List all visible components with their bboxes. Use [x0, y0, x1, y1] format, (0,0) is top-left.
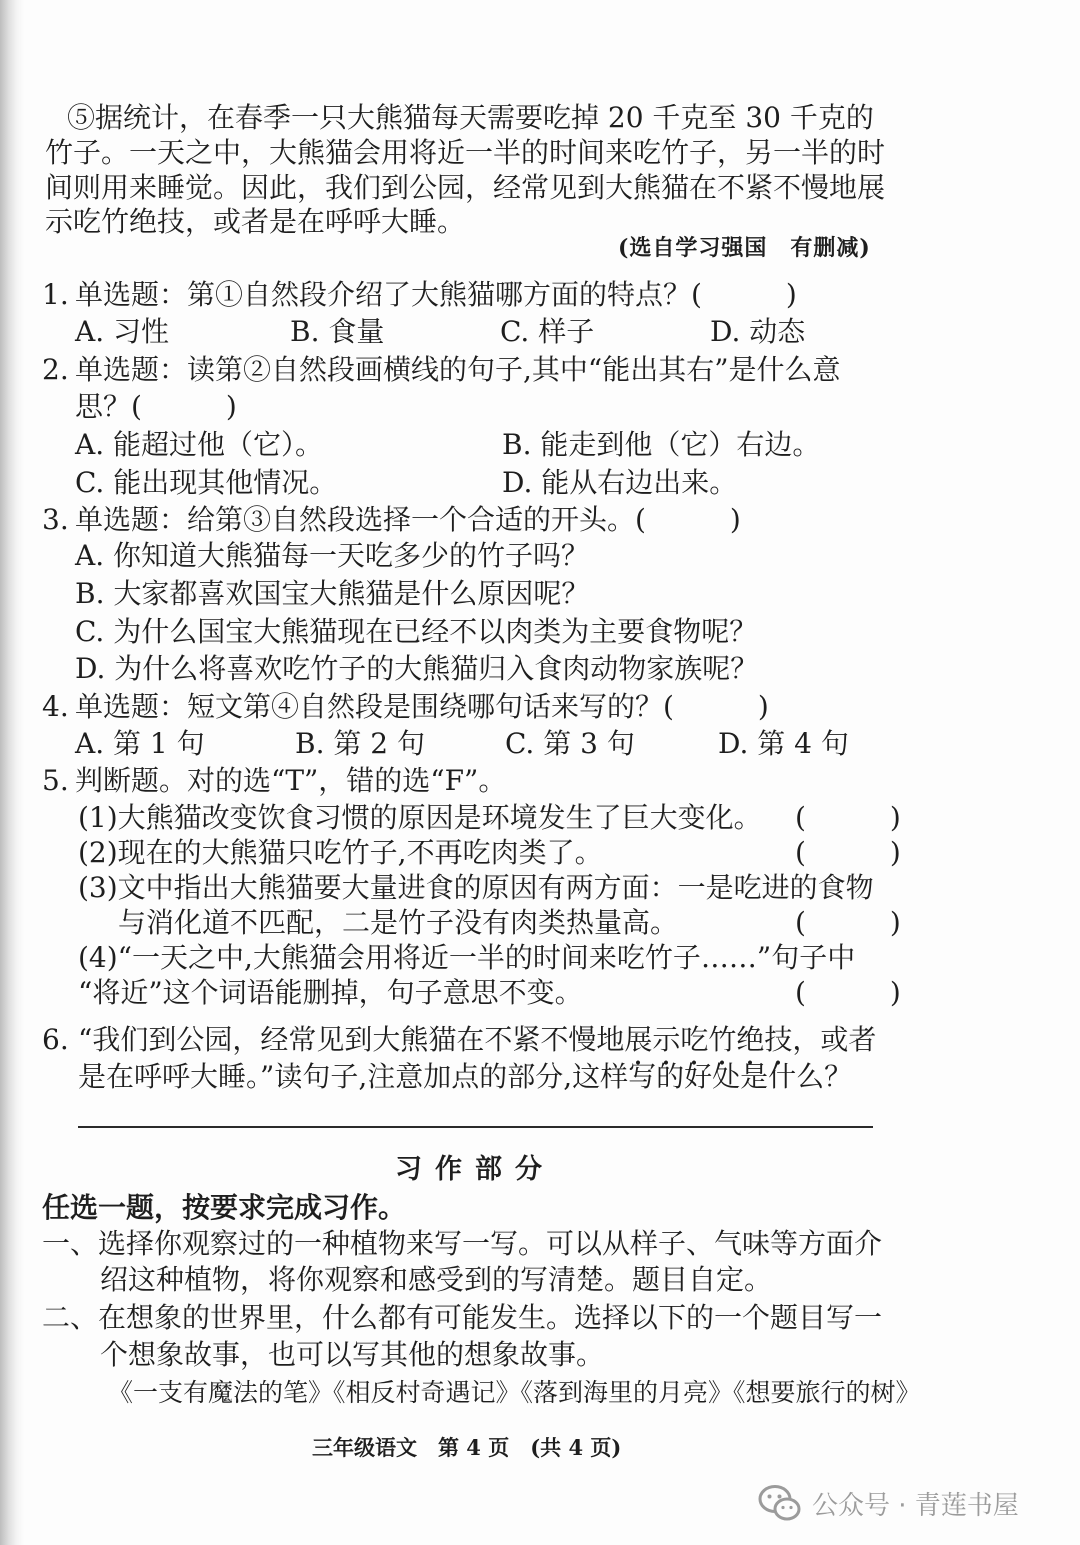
wechat-icon	[758, 1484, 802, 1522]
question-number: 1.	[42, 278, 69, 311]
option-c: C. 样子	[500, 315, 595, 348]
question-stem: 判断题。对的选“T”，错的选“F”。	[75, 764, 507, 797]
story-title-list: 《一支有魔法的笔》《相反村奇遇记》《落到海里的月亮》《想要旅行的树》	[108, 1378, 921, 1407]
answer-line	[78, 1126, 873, 1128]
question-stem: 单选题：读第②自然段画横线的句子,其中“能出其右”是什么意	[75, 353, 841, 386]
question-3	[42, 502, 741, 538]
option-b: B. 食量	[290, 315, 385, 348]
option-b: B. 能走到他（它）右边。	[502, 428, 821, 461]
option-a: A. 第 1 句	[75, 727, 205, 760]
option-b: B. 第 2 句	[295, 727, 425, 760]
judge-item-3-continued: 与消化道不匹配，二是竹子没有肉类热量高。	[118, 906, 679, 939]
option-c: C. 第 3 句	[505, 727, 635, 760]
option-d: D. 能从右边出来。	[502, 466, 738, 499]
judge-item-2: (2)现在的大熊猫只吃竹子,不再吃肉类了。	[78, 836, 603, 869]
question-stem: 单选题：短文第④自然段是围绕哪句话来写的？( )	[75, 690, 769, 723]
option-a: A. 习性	[75, 315, 170, 348]
watermark	[758, 1484, 1019, 1522]
judge-item-4: (4)“一天之中,大熊猫会用将近一半的时间来吃竹子……”句子中	[78, 941, 856, 974]
answer-bracket: ( )	[795, 906, 901, 939]
option-a: A. 能超过他（它）。	[75, 428, 324, 461]
answer-bracket: ( )	[795, 801, 901, 834]
writing-prompt-1: 一、选择你观察过的一种植物来写一写。可以从样子、气味等方面介	[42, 1227, 883, 1260]
option-a: A. 你知道大熊猫每一天吃多少的竹子吗？	[75, 539, 590, 572]
writing-instruction: 任选一题，按要求完成习作。	[42, 1191, 407, 1224]
question-2	[42, 352, 841, 388]
question-5	[42, 763, 506, 799]
scan-edge-shadow	[0, 0, 24, 1545]
question-number: 4.	[42, 690, 69, 723]
question-stem-continued: 是在呼呼大睡。”读句子,注意加点的部分,这样写的好处是什么？	[78, 1060, 853, 1093]
watermark-text: 公众号 · 青莲书屋	[812, 1490, 1019, 1521]
option-c: C. 为什么国宝大熊猫现在已经不以肉类为主要食物呢？	[75, 615, 758, 648]
question-number: 2.	[42, 353, 69, 386]
option-d: D. 动态	[710, 315, 806, 348]
question-stem-continued: 思？( )	[75, 390, 237, 423]
question-4	[42, 689, 769, 725]
question-stem: 单选题：第①自然段介绍了大熊猫哪方面的特点？( )	[75, 278, 797, 311]
page-footer: 三年级语文 第 4 页 (共 4 页)	[312, 1435, 622, 1460]
passage-line: ⑤据统计，在春季一只大熊猫每天需要吃掉 20 千克至 30 千克的	[67, 101, 874, 134]
option-b: B. 大家都喜欢国宝大熊猫是什么原因呢？	[75, 577, 590, 610]
option-d: D. 为什么将喜欢吃竹子的大熊猫归入食肉动物家族呢？	[75, 652, 759, 685]
question-number: 3.	[42, 503, 69, 536]
judge-item-4-continued: “将近”这个词语能删掉，句子意思不变。	[78, 976, 583, 1009]
writing-prompt-2: 二、在想象的世界里，什么都有可能发生。选择以下的一个题目写一	[42, 1301, 883, 1334]
answer-bracket: ( )	[795, 976, 901, 1009]
section-title: 习作部分	[395, 1154, 555, 1185]
writing-prompt-2-continued: 个想象故事，也可以写其他的想象故事。	[100, 1338, 605, 1371]
judge-item-1: (1)大熊猫改变饮食习惯的原因是环境发生了巨大变化。	[78, 801, 762, 834]
passage-line: 间则用来睡觉。因此，我们到公园，经常见到大熊猫在不紧不慢地展	[45, 171, 886, 204]
option-c: C. 能出现其他情况。	[75, 466, 338, 499]
question-stem: 单选题：给第③自然段选择一个合适的开头。( )	[75, 503, 741, 536]
option-d: D. 第 4 句	[718, 727, 849, 760]
question-number: 6.	[42, 1023, 69, 1056]
judge-item-3: (3)文中指出大熊猫要大量进食的原因有两方面：一是吃进的食物	[78, 871, 874, 904]
passage-source: (选自学习强国 有删减)	[618, 235, 871, 261]
writing-prompt-1-continued: 绍这种植物，将你观察和感受到的写清楚。题目自定。	[100, 1263, 773, 1296]
question-stem: “我们到公园，经常见到大熊猫在不紧不慢地	[78, 1023, 625, 1056]
emphasized-phrase: 展示吃竹绝技	[624, 1023, 793, 1056]
question-1	[42, 277, 797, 313]
passage-line: 示吃竹绝技，或者是在呼呼大睡。	[45, 205, 466, 238]
passage-line: 竹子。一天之中，大熊猫会用将近一半的时间来吃竹子，另一半的时	[45, 136, 886, 169]
question-number: 5.	[42, 764, 69, 797]
question-stem: ，或者	[792, 1023, 877, 1056]
answer-bracket: ( )	[795, 836, 901, 869]
